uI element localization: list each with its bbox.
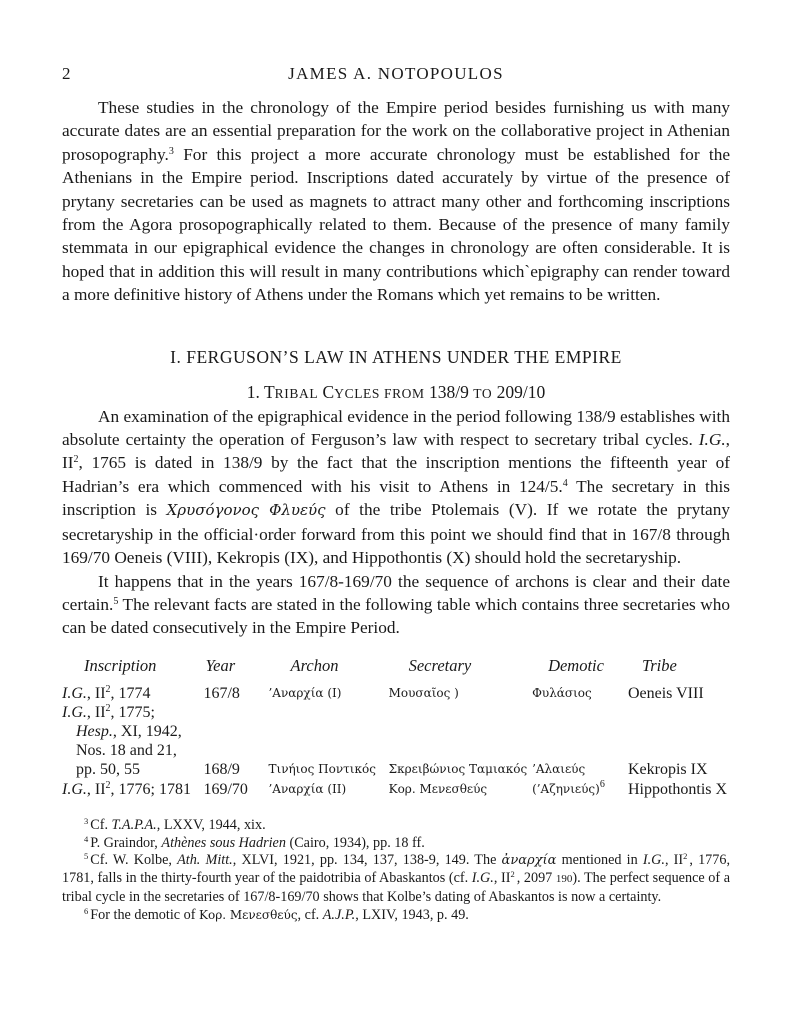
page-number: 2 <box>62 64 71 83</box>
table-row: I.G., $II^2$, 1776; 1781 169/70 ’Αναρχία (II) Κορ. Μενεσθεύς (’Αζηνιεύς)$^6$ Hippothontis X <box>62 778 728 798</box>
col-tribe: Tribe <box>641 655 677 675</box>
table-row: I.G., $II^2$, 1774 167/8 ’Αναρχία (I) Μουσαῖος ) Φυλάσιος Oeneis VIII <box>62 683 704 702</box>
footnote-ref-6[interactable]: 6 <box>599 778 605 790</box>
page-header <box>62 58 730 84</box>
table-row: I.G., $II^2$, 1775; Hesp., XI, 1942, Nos. 18 and 21, pp. 50, 55 168/9 Τινήιος Ποντικός Σκρειβώνιος Ταμιακός ’Αλαιεύς Kekropis IX <box>62 702 708 778</box>
page <box>62 58 730 925</box>
col-demotic: Demotic <box>548 655 604 675</box>
footnote-ref-5[interactable]: 5 <box>113 595 119 607</box>
greek-secretary-name: Χρυσόγονος Φλυεύς <box>166 501 326 520</box>
running-title: JAMES A. NOTOPOULOS <box>288 64 504 83</box>
col-year: Year <box>205 655 236 675</box>
intro-paragraph: These studies in the chronology of the Empire period besides furnishing us with many accurate dates are an essential preparation for the work on the collaborative project in Athenian prosopography.$^3$ For this project a more accurate chronology must be established for the Athenians in the Empire period. Inscriptions dated accurately by virtue of the presence of prytany secretaries can be used as magnets to attract many other and forthcoming inscriptions from the Agora prosopographically related to them. Because of the presence of many family stemmata in our epigraphical evidence the changes in chronology are often considerable. It is hoped that in addition this will result in many contributions which`epigraphy can render toward a more definitive history of Athens under the Romans which yet remains to be written. <box>62 98 730 305</box>
subsection-title: 1. TRIBAL CYCLES FROM 138/9 TO 209/10 <box>246 381 546 402</box>
secretary-table <box>62 656 730 799</box>
footnote-4: $^4$ P. Graindor, Athènes sous Hadrien (Cairo, 1934), pp. 18 ff. <box>84 833 425 851</box>
footnote-ref-4[interactable]: 4 <box>562 477 568 489</box>
footnote-6: $^6$ For the demotic of Κορ. Μενεσθεύς, cf. A.J.P., LXIV, 1943, p. 49. <box>84 905 469 923</box>
archon-paragraph: It happens that in the years 167/8-169/70 the sequence of archons is clear and their date certain.$^5$ The relevant facts are stated in the following table which contains three secretaries who can be dated consecutively in the Empire Period. <box>62 571 730 638</box>
footnote-ref-3[interactable]: 3 <box>168 145 174 157</box>
col-archon: Archon <box>290 655 339 675</box>
col-secretary: Secretary <box>408 655 472 675</box>
footnote-3: $^3$ Cf. T.A.P.A., LXXV, 1944, xix. <box>84 815 266 833</box>
evidence-paragraph: An examination of the epigraphical evidence in the period following 138/9 establishes with absolute certainty the operation of Ferguson’s law with respect to secretary tribal cycles. I.G., $II^2$, 1765 is dated in 138/9 by the fact that the inscription mentions the fifteenth year of Hadrian’s era which commenced with his visit to Athens in 124/5.$^4$ The secretary in this inscription is Χρυσόγονος Φλυεύς of the tribe Ptolemais (V). If we rotate the prytany secretaryship in the official·order forward from this point we should find that in 167/8 through 169/70 Oeneis (VIII), Kekropis (IX), and Hippothontis (X) should hold the secretaryship. <box>62 406 730 568</box>
footnotes <box>62 817 730 925</box>
table-header-row <box>62 656 730 683</box>
section-title: I. FERGUSON’S LAW IN ATHENS UNDER THE EMPIRE <box>170 346 622 367</box>
col-inscription: Inscription <box>84 655 157 675</box>
footnote-5: $^5$ Cf. W. Kolbe, Ath. Mitt., XLVI, 1921, pp. 134, 137, 138-9, 149. The ἀναρχία mentioned in I.G., $II^2$ , 1776, 1781, falls in the thirty-fourth year of the paidotribia of Abaskantos (cf. I.G., $II^2$ , 2097 190). The perfect sequence of a tribal cycle in the secretaries of 167/8-169/70 shows that Kolbe’s dating of Abaskantos is now a certainty. <box>62 851 731 905</box>
